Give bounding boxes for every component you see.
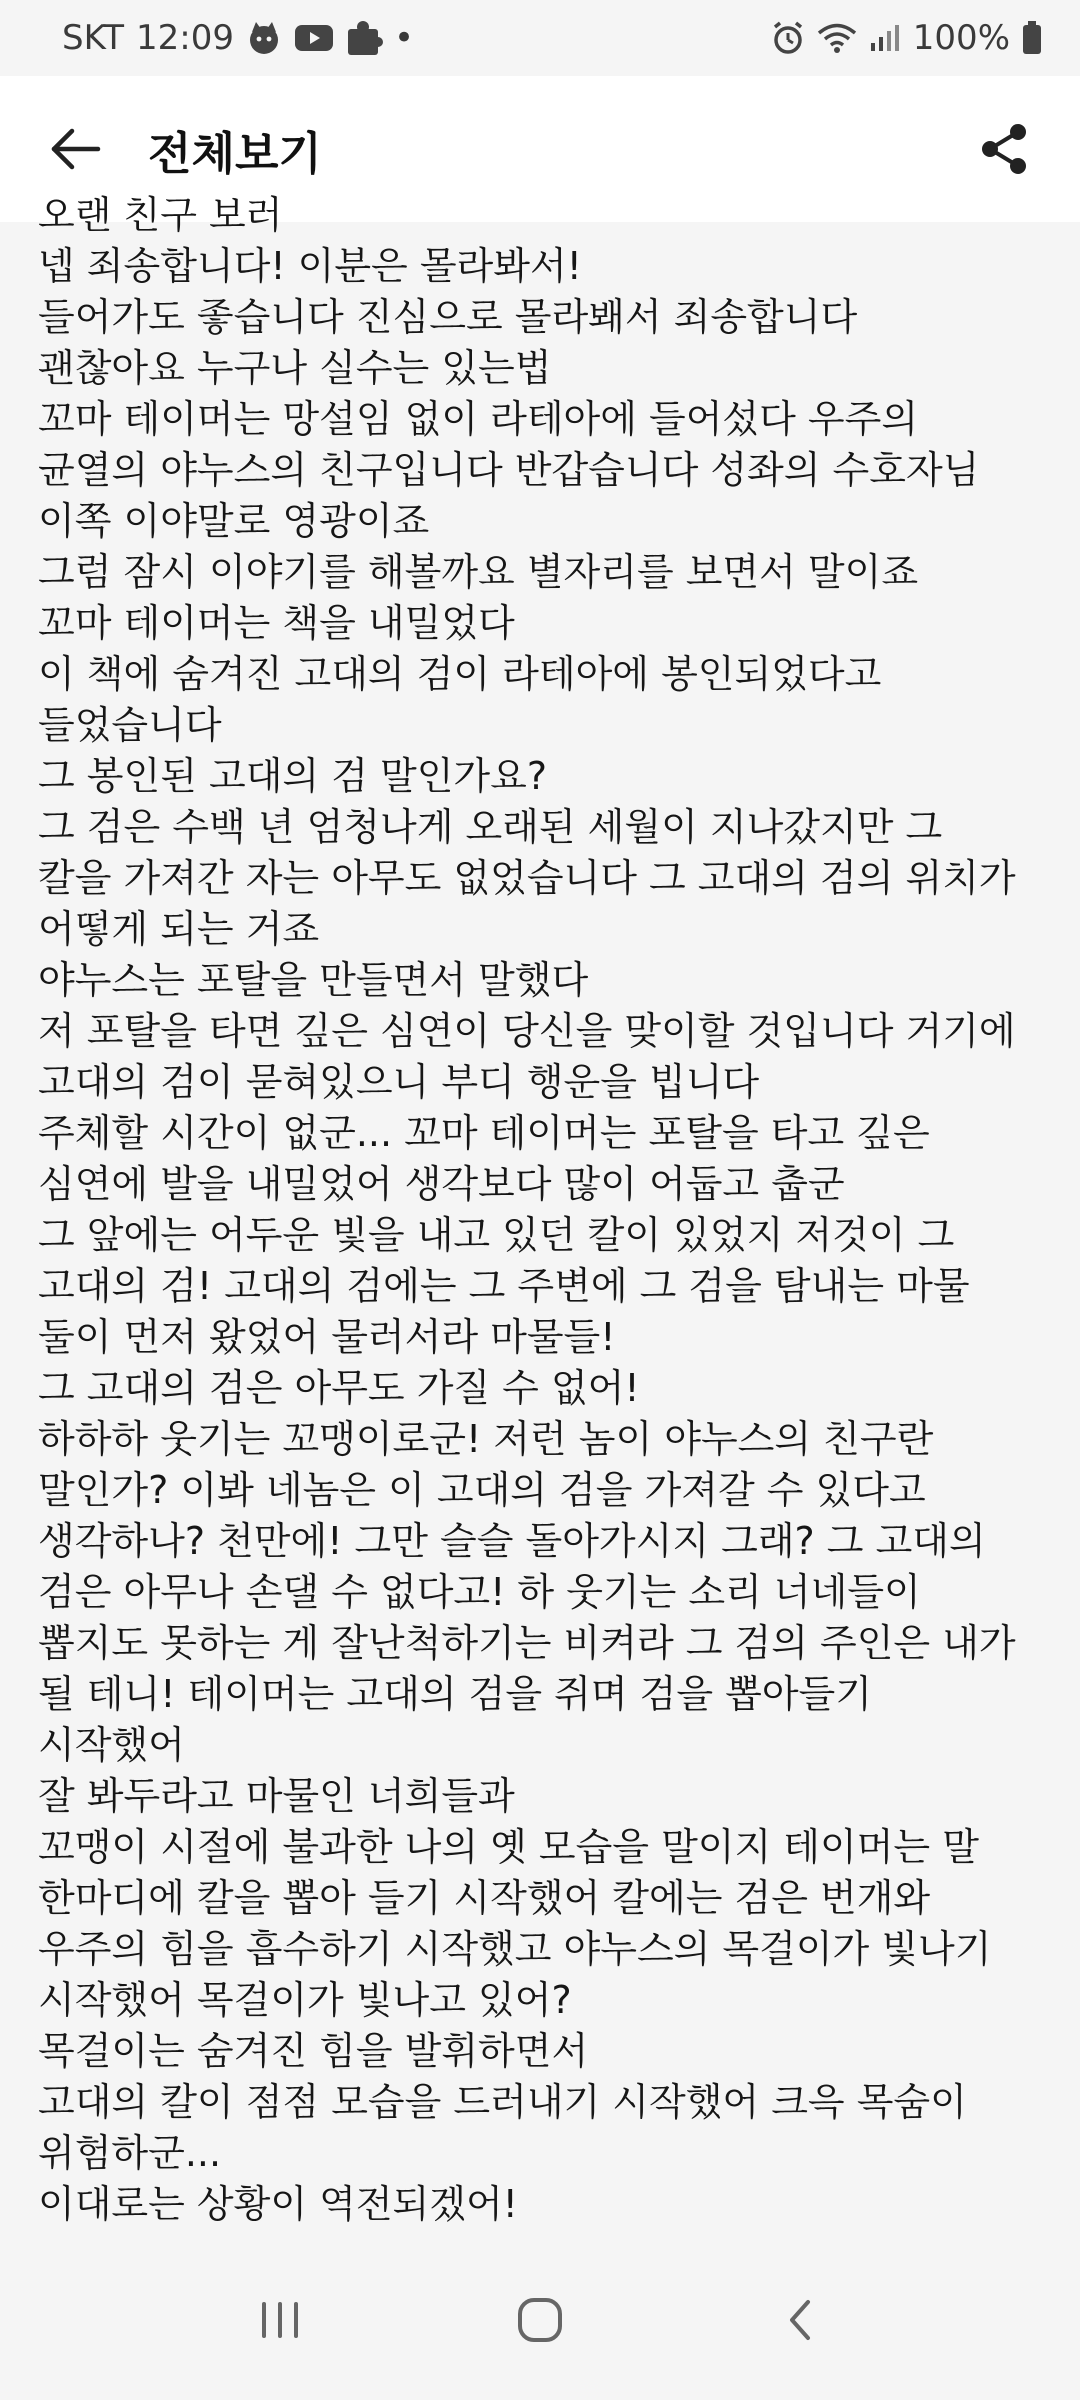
- status-bar: [0, 0, 1080, 76]
- back-button[interactable]: [40, 113, 112, 185]
- story-text: [38, 190, 1058, 2230]
- text-line: 이 책에 숨겨진 고대의 검이 라테아에 봉인되었다고: [38, 652, 882, 696]
- status-left: [62, 18, 414, 58]
- text-line: 될 테니! 테이머는 고대의 검을 쥐며 검을 뽑아들기: [38, 1672, 872, 1716]
- page-title: 전체보기: [148, 126, 322, 180]
- text-line: 꼬마 테이머는 망설임 없이 라테아에 들어섰다 우주의: [38, 397, 919, 441]
- battery-level: 100%: [912, 18, 1010, 58]
- text-line: 말인가? 이봐 네놈은 이 고대의 검을 가져갈 수 있다고: [38, 1468, 926, 1512]
- text-line: 그 봉인된 고대의 검 말인가요?: [38, 754, 547, 798]
- text-line: 고대의 칼이 점점 모습을 드러내기 시작했어 크윽 목숨이: [38, 2080, 967, 2124]
- nav-back-button[interactable]: [750, 2270, 850, 2370]
- text-line: 들었습니다: [38, 703, 222, 747]
- text-line: 넵 죄송합니다! 이분은 몰라봐서!: [38, 244, 582, 288]
- text-line: 그 검은 수백 년 엄청나게 오래된 세월이 지나갔지만 그: [38, 805, 943, 849]
- text-line: 시작했어 목걸이가 빛나고 있어?: [38, 1978, 572, 2022]
- text-line: 뽑지도 못하는 게 잘난척하기는 비켜라 그 검의 주인은 내가: [38, 1621, 1016, 1665]
- cat-app-icon: [246, 20, 282, 56]
- text-line: 생각하나? 천만에! 그만 슬슬 돌아가시지 그래? 그 고대의: [38, 1519, 986, 1563]
- navigation-bar: [0, 2240, 1080, 2400]
- text-line: 괜찮아요 누구나 실수는 있는법: [38, 346, 552, 390]
- text-line: 목걸이는 숨겨진 힘을 발휘하면서: [38, 2029, 589, 2073]
- text-line: 시작했어: [38, 1723, 185, 1767]
- text-line: 잘 봐두라고 마물인 너희들과: [38, 1774, 515, 1818]
- text-line: 고대의 검! 고대의 검에는 그 주변에 그 검을 탐내는 마물: [38, 1264, 970, 1308]
- text-line: 그 앞에는 어두운 빛을 내고 있던 칼이 있었지 저것이 그: [38, 1213, 955, 1257]
- share-icon: [980, 123, 1028, 175]
- text-line: 그 고대의 검은 아무도 가질 수 없어!: [38, 1366, 640, 1410]
- text-line: 검은 아무나 손댈 수 없다고! 하 웃기는 소리 너네들이: [38, 1570, 921, 1614]
- text-line: 꼬마 테이머는 책을 내밀었다: [38, 601, 515, 645]
- share-button[interactable]: [968, 113, 1040, 185]
- back-arrow-icon: [50, 127, 102, 171]
- full-text-content[interactable]: [0, 193, 1080, 2240]
- text-line: 칼을 가져간 자는 아무도 없었습니다 그 고대의 검의 위치가: [38, 856, 1016, 900]
- notification-dot: •: [394, 18, 415, 58]
- text-line: 심연에 발을 내밀었어 생각보다 많이 어둡고 춥군: [38, 1162, 845, 1206]
- text-line: 고대의 검이 묻혀있으니 부디 행운을 빕니다: [38, 1060, 760, 1104]
- text-line: 둘이 먼저 왔었어 물러서라 마물들!: [38, 1315, 616, 1359]
- text-line: 어떻게 되는 거죠: [38, 907, 320, 951]
- battery-icon: [1022, 21, 1042, 55]
- text-line: 주체할 시간이 없군... 꼬마 테이머는 포탈을 타고 깊은: [38, 1111, 930, 1155]
- text-line: 위험하군...: [38, 2131, 222, 2175]
- text-line: 균열의 야누스의 친구입니다 반갑습니다 성좌의 수호자님: [38, 448, 980, 492]
- nav-back-icon: [784, 2296, 816, 2344]
- text-line: 저 포탈을 타면 깊은 심연이 당신을 맞이할 것입니다 거기에: [38, 1009, 1016, 1053]
- home-icon: [516, 2296, 564, 2344]
- text-line: 야누스는 포탈을 만들면서 말했다: [38, 958, 589, 1002]
- recent-apps-button[interactable]: [230, 2270, 330, 2370]
- carrier-label: SKT: [62, 18, 125, 58]
- wifi-icon: [817, 22, 857, 54]
- text-line: 한마디에 칼을 뽑아 들기 시작했어 칼에는 검은 번개와: [38, 1876, 931, 1920]
- alarm-icon: [771, 21, 805, 55]
- status-right: [771, 18, 1042, 58]
- text-line: 꼬맹이 시절에 불과한 나의 옛 모습을 말이지 테이머는 말: [38, 1825, 979, 1869]
- youtube-icon: [294, 23, 334, 53]
- puzzle-app-icon: [346, 19, 382, 57]
- text-line: 들어가도 좋습니다 진심으로 몰라봬서 죄송합니다: [38, 295, 858, 339]
- text-line: 오랜 친구 보러: [38, 193, 283, 237]
- text-line: 우주의 힘을 흡수하기 시작했고 야누스의 목걸이가 빛나기: [38, 1927, 992, 1971]
- home-button[interactable]: [490, 2270, 590, 2370]
- text-line: 이쪽 이야말로 영광이죠: [38, 499, 430, 543]
- signal-icon: [869, 23, 901, 53]
- text-line: 이대로는 상황이 역전되겠어!: [38, 2182, 518, 2226]
- clock: 12:09: [136, 18, 234, 58]
- text-line: 하하하 웃기는 꼬맹이로군! 저런 놈이 야누스의 친구란: [38, 1417, 934, 1461]
- text-line: 그럼 잠시 이야기를 해볼까요 별자리를 보면서 말이죠: [38, 550, 919, 594]
- recent-apps-icon: [258, 2300, 302, 2340]
